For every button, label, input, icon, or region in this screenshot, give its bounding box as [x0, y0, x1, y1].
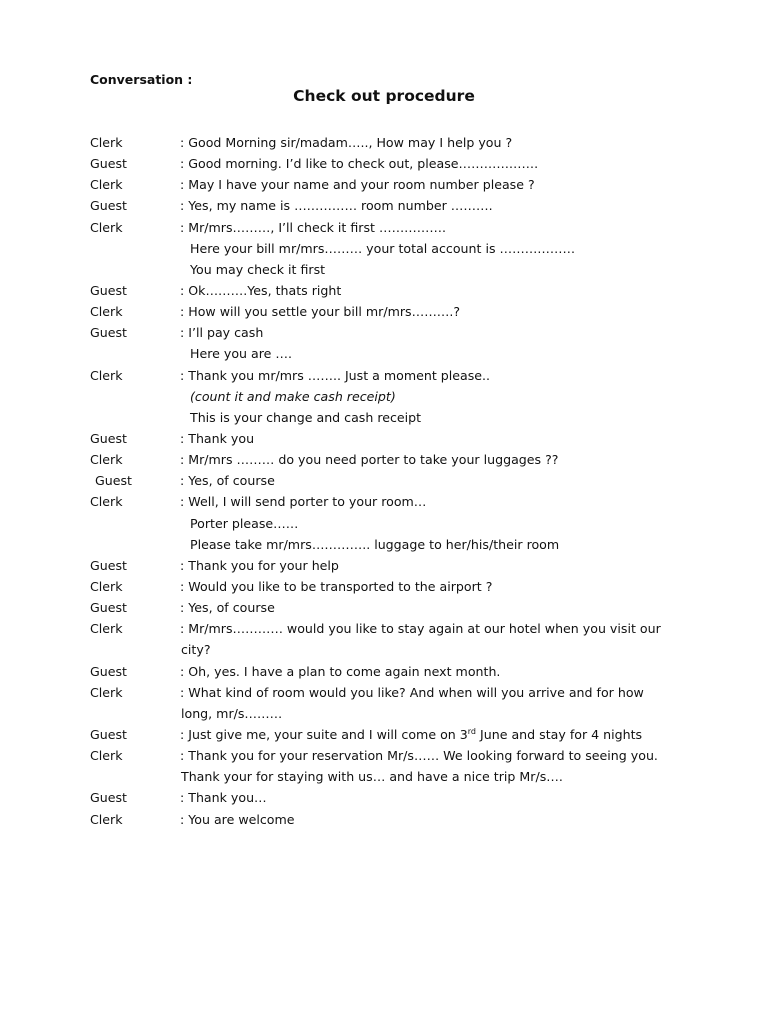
line-text: : Mr/mrs ……… do you need porter to take your luggages ?? — [180, 452, 559, 468]
line-text: : Yes, of course — [180, 473, 275, 489]
dialogue-line — [90, 195, 690, 216]
line-text: : Would you like to be transported to the airport ? — [180, 578, 493, 594]
line-text: Please take mr/mrs………….. luggage to her/his/their room — [190, 536, 560, 552]
dialogue-line — [90, 259, 690, 280]
speaker: Clerk — [90, 367, 123, 383]
dialogue-line — [90, 787, 690, 808]
line-text: : Thank you mr/mrs …….. Just a moment please.. — [180, 367, 491, 383]
line-text: long, mr/s……… — [181, 705, 283, 721]
dialogue-line — [90, 576, 690, 597]
dialogue-line — [90, 555, 690, 576]
speaker: Guest — [95, 473, 132, 489]
dialogue-line — [90, 661, 690, 682]
dialogue-line — [90, 682, 690, 703]
dialogue-line — [90, 449, 690, 470]
dialogue-line — [90, 322, 690, 343]
dialogue-line — [90, 217, 690, 238]
dialogue-line — [90, 745, 690, 766]
line-text: : Well, I will send porter to your room… — [180, 494, 427, 510]
line-text: Here you are …. — [190, 346, 292, 362]
line-text: This is your change and cash receipt — [190, 409, 422, 425]
line-text-part: : Just give me, your suite and I will come on 3 — [180, 726, 468, 742]
speaker: Guest — [90, 600, 127, 616]
dialogue-line — [90, 639, 690, 660]
document-title: Check out procedure — [293, 87, 475, 105]
line-text: : Good Morning sir/madam….., How may I help you ? — [180, 135, 513, 150]
speaker: Guest — [90, 198, 127, 214]
line-text: : Thank you for your reservation Mr/s…… We looking forward to seeing you. — [180, 748, 658, 764]
line-text: : Oh, yes. I have a plan to come again next month. — [180, 663, 501, 679]
line-text: : May I have your name and your room number please ? — [180, 177, 535, 193]
line-text: : Thank you… — [180, 790, 267, 806]
dialogue-line — [90, 280, 690, 301]
line-text: Thank your for staying with us… and have a nice trip Mr/s…. — [181, 769, 563, 785]
line-text: : Good morning. I’d like to check out, please………………. — [180, 156, 539, 172]
dialogue-line — [90, 343, 690, 364]
conversation-label: Conversation : — [90, 72, 193, 87]
speaker: Guest — [90, 726, 127, 742]
speaker: Clerk — [90, 304, 123, 320]
stage-direction: (count it and make cash receipt) — [190, 388, 396, 404]
speaker: Clerk — [90, 494, 123, 510]
dialogue-line — [90, 365, 690, 386]
dialogue-line — [90, 766, 690, 787]
line-text: : Yes, of course — [180, 600, 275, 616]
speaker: Clerk — [90, 684, 123, 700]
dialogue-line — [90, 534, 690, 555]
dialogue-line — [90, 809, 690, 830]
line-text — [180, 724, 642, 745]
line-text: Here your bill mr/mrs……… your total account is ……………… — [190, 240, 576, 256]
ordinal-suffix: rd — [467, 726, 477, 736]
line-text: : I’ll pay cash — [180, 325, 264, 341]
speaker: Guest — [90, 663, 127, 679]
dialogue-line — [90, 470, 690, 491]
dialogue-line — [90, 301, 690, 322]
line-text: : Mr/mrs………, I’ll check it first ……………. — [180, 219, 446, 235]
line-text: : Mr/mrs………… would you like to stay again at our hotel when you visit our — [180, 621, 661, 637]
speaker: Clerk — [90, 177, 123, 193]
speaker: Clerk — [90, 811, 123, 827]
speaker: Guest — [90, 557, 127, 573]
dialogue-line — [90, 407, 690, 428]
line-text: : Thank you — [180, 430, 255, 446]
speaker: Guest — [90, 156, 127, 172]
line-text: : Thank you for your help — [180, 557, 339, 573]
dialogue — [90, 132, 690, 830]
speaker: Guest — [90, 282, 127, 298]
speaker: Clerk — [90, 621, 123, 637]
dialogue-line — [90, 703, 690, 724]
line-text: : You are welcome — [180, 811, 295, 827]
speaker: Guest — [90, 325, 127, 341]
dialogue-line — [90, 597, 690, 618]
dialogue-line — [90, 428, 690, 449]
dialogue-line — [90, 386, 690, 407]
line-text-part: June and stay for 4 nights — [476, 726, 643, 742]
speaker: Guest — [90, 430, 127, 446]
dialogue-line — [90, 724, 690, 745]
dialogue-line — [90, 174, 690, 195]
dialogue-line — [90, 153, 690, 174]
line-text: : Ok……….Yes, thats right — [180, 282, 342, 298]
speaker: Clerk — [90, 219, 123, 235]
line-text: Porter please…… — [190, 515, 299, 531]
dialogue-line — [90, 618, 690, 639]
line-text: : What kind of room would you like? And when will you arrive and for how — [180, 684, 644, 700]
line-text: : How will you settle your bill mr/mrs……….? — [180, 304, 461, 320]
dialogue-line — [90, 132, 690, 153]
speaker: Clerk — [90, 452, 123, 468]
dialogue-line — [90, 238, 690, 259]
speaker: Clerk — [90, 578, 123, 594]
speaker: Clerk — [90, 135, 123, 150]
speaker: Clerk — [90, 748, 123, 764]
line-text: city? — [181, 642, 211, 658]
speaker: Guest — [90, 790, 127, 806]
line-text: : Yes, my name is …………… room number ………. — [180, 198, 493, 214]
dialogue-line — [90, 491, 690, 512]
line-text: You may check it first — [190, 261, 326, 277]
dialogue-line — [90, 513, 690, 534]
